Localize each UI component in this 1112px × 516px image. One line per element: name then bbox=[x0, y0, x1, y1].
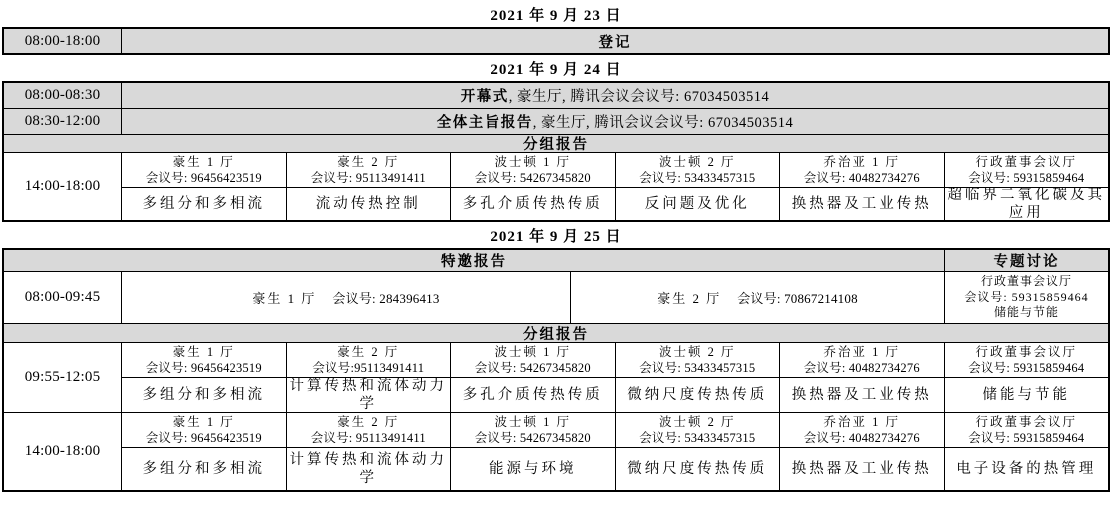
room-cell bbox=[615, 343, 780, 377]
session-cell bbox=[779, 188, 944, 220]
session-title: 微纳尺度传热传质 bbox=[627, 387, 768, 403]
room-name: 豪生 1 厅 bbox=[172, 415, 235, 429]
invited-talks-header: 特邀报告 bbox=[4, 250, 944, 271]
schedule-page bbox=[2, 0, 1110, 492]
session-title: 多组分和多相流 bbox=[142, 461, 265, 477]
invited-talks-row bbox=[4, 271, 1108, 323]
registration-row bbox=[4, 29, 1108, 53]
meeting-id: 会议号: 53433457315 bbox=[639, 171, 756, 185]
day2-breakout-block bbox=[4, 152, 1108, 220]
room-cell bbox=[450, 413, 615, 447]
topic-discussion-cell bbox=[944, 272, 1108, 323]
day3-table bbox=[2, 248, 1110, 492]
topic-discussion-header: 专题讨论 bbox=[944, 250, 1108, 271]
opening-ceremony-row bbox=[4, 83, 1108, 108]
room-cell bbox=[286, 153, 451, 187]
session-title: 微纳尺度传热传质 bbox=[627, 461, 768, 477]
time-cell: 08:30-12:00 bbox=[4, 109, 121, 134]
session-title: 换热器及工业传热 bbox=[791, 461, 932, 477]
invited-header-row bbox=[4, 250, 1108, 271]
room-name: 行政董事会议厅 bbox=[975, 155, 1077, 169]
meeting-id: 会议号: 40482734276 bbox=[803, 171, 920, 185]
date-title-sep23: 2021 年 9 月 23 日 bbox=[490, 7, 622, 24]
session-cell bbox=[615, 448, 780, 490]
event-detail: , 豪生厅, 腾讯会议会议号: 67034503514 bbox=[508, 89, 770, 105]
session-cell bbox=[450, 378, 615, 412]
room-name: 波士顿 1 厅 bbox=[494, 155, 571, 169]
session-title: 多孔介质传热传质 bbox=[462, 196, 603, 212]
plenary-row bbox=[4, 108, 1108, 134]
meeting-id: 会议号: 95113491411 bbox=[310, 171, 426, 185]
session-cell bbox=[615, 188, 780, 220]
room-name: 豪生 1 厅 bbox=[172, 345, 235, 359]
session-row bbox=[122, 187, 1108, 220]
room-name: 乔治亚 1 厅 bbox=[823, 415, 900, 429]
session-cell bbox=[779, 448, 944, 490]
meeting-id: 会议号: 284396413 bbox=[332, 291, 440, 306]
room-name: 豪生 2 厅 bbox=[337, 155, 400, 169]
room-header-row bbox=[122, 413, 1108, 447]
session-cell bbox=[122, 378, 286, 412]
session-title: 换热器及工业传热 bbox=[791, 387, 932, 403]
meeting-id: 会议号: 59315859464 bbox=[968, 361, 1085, 375]
room-cell bbox=[779, 153, 944, 187]
session-row bbox=[122, 377, 1108, 412]
breakout-header-row bbox=[4, 323, 1108, 342]
room-name: 波士顿 2 厅 bbox=[658, 415, 736, 429]
meeting-id: 会议号: 40482734276 bbox=[803, 361, 920, 375]
room-cell bbox=[779, 413, 944, 447]
room-name: 乔治亚 1 厅 bbox=[823, 345, 900, 359]
room-cell bbox=[122, 413, 286, 447]
session-cell bbox=[286, 448, 451, 490]
day3-afternoon-breakout-block bbox=[4, 412, 1108, 490]
meeting-id: 会议号:95113491411 bbox=[312, 361, 425, 375]
session-title: 储能与节能 bbox=[993, 305, 1059, 320]
meeting-id: 会议号: 59315859464 bbox=[968, 171, 1085, 185]
room-cell bbox=[122, 153, 286, 187]
time-cell: 14:00-18:00 bbox=[24, 443, 101, 459]
room-cell bbox=[122, 343, 286, 377]
meeting-id: 会议号: 70867214108 bbox=[737, 291, 858, 306]
room-cell bbox=[615, 413, 780, 447]
meeting-id: 会议号: 96456423519 bbox=[145, 431, 262, 445]
session-cell bbox=[944, 188, 1109, 220]
invited-hall2-cell bbox=[570, 272, 944, 323]
room-name: 波士顿 2 厅 bbox=[658, 345, 736, 359]
session-cell bbox=[944, 448, 1109, 490]
day1-table bbox=[2, 27, 1110, 55]
room-cell bbox=[450, 153, 615, 187]
date-title-sep24: 2021 年 9 月 24 日 bbox=[490, 61, 622, 78]
event-detail: , 豪生厅, 腾讯会议会议号: 67034503514 bbox=[532, 115, 794, 131]
room-name: 豪生 2 厅 bbox=[657, 291, 722, 306]
room-name: 行政董事会议厅 bbox=[975, 415, 1077, 429]
plenary-cell bbox=[121, 109, 1108, 134]
time-cell: 08:00-09:45 bbox=[24, 289, 101, 305]
session-cell bbox=[122, 448, 286, 490]
session-cell bbox=[944, 378, 1109, 412]
room-cell bbox=[944, 413, 1109, 447]
invited-hall1-cell bbox=[121, 272, 570, 323]
breakout-grid bbox=[121, 153, 1108, 220]
room-cell bbox=[286, 413, 451, 447]
session-cell bbox=[615, 378, 780, 412]
breakout-header-row bbox=[4, 134, 1108, 152]
session-title: 反问题及优化 bbox=[644, 196, 750, 212]
time-cell: 09:55-12:05 bbox=[24, 369, 101, 385]
room-name: 乔治亚 1 厅 bbox=[823, 155, 900, 169]
meeting-id: 会议号: 54267345820 bbox=[474, 361, 591, 375]
session-cell bbox=[779, 378, 944, 412]
session-cell bbox=[286, 188, 451, 220]
breakout-header: 分组报告 bbox=[4, 135, 1108, 152]
meeting-id: 会议号: 54267345820 bbox=[474, 171, 591, 185]
time-cell: 14:00-18:00 bbox=[24, 178, 101, 194]
day2-table bbox=[2, 81, 1110, 222]
breakout-header: 分组报告 bbox=[4, 324, 1108, 342]
session-row bbox=[122, 447, 1108, 490]
time-cell: 08:00-08:30 bbox=[4, 83, 121, 108]
session-title: 多孔介质传热传质 bbox=[462, 387, 603, 403]
room-name: 波士顿 1 厅 bbox=[494, 415, 571, 429]
room-header-row bbox=[122, 153, 1108, 187]
time-cell: 08:00-18:00 bbox=[4, 29, 121, 53]
room-cell bbox=[779, 343, 944, 377]
session-title: 多组分和多相流 bbox=[142, 387, 265, 403]
meeting-id: 会议号: 96456423519 bbox=[145, 171, 262, 185]
room-cell bbox=[615, 153, 780, 187]
session-title: 能源与环境 bbox=[489, 461, 577, 477]
meeting-id: 会议号: 54267345820 bbox=[474, 431, 591, 445]
session-cell bbox=[450, 188, 615, 220]
room-name: 豪生 1 厅 bbox=[252, 291, 317, 306]
meeting-id: 会议号: 53433457315 bbox=[639, 361, 756, 375]
meeting-id: 会议号: 40482734276 bbox=[803, 431, 920, 445]
room-name: 豪生 2 厅 bbox=[337, 345, 400, 359]
session-title: 超临界二氧化碳及其应用 bbox=[947, 188, 1105, 220]
event-title: 开幕式 bbox=[460, 89, 509, 105]
date-title-sep25: 2021 年 9 月 25 日 bbox=[490, 228, 622, 245]
room-name: 行政董事会议厅 bbox=[975, 345, 1077, 359]
meeting-id: 会议号: 53433457315 bbox=[639, 431, 756, 445]
session-title: 电子设备的热管理 bbox=[956, 461, 1097, 477]
breakout-grid bbox=[121, 343, 1108, 412]
room-header-row bbox=[122, 343, 1108, 377]
room-name: 波士顿 1 厅 bbox=[494, 345, 571, 359]
registration-label: 登记 bbox=[121, 29, 1108, 53]
room-cell bbox=[450, 343, 615, 377]
room-name: 行政董事会议厅 bbox=[980, 274, 1072, 289]
session-cell bbox=[122, 188, 286, 220]
session-title: 储能与节能 bbox=[982, 387, 1070, 403]
session-title: 计算传热和流体动力学 bbox=[289, 452, 447, 486]
meeting-id: 会议号: 96456423519 bbox=[145, 361, 262, 375]
room-name: 豪生 1 厅 bbox=[172, 155, 235, 169]
session-cell bbox=[286, 378, 451, 412]
session-title: 流动传热控制 bbox=[315, 196, 421, 212]
session-cell bbox=[450, 448, 615, 490]
session-title: 换热器及工业传热 bbox=[791, 196, 932, 212]
meeting-id: 会议号: 59315859464 bbox=[964, 289, 1089, 304]
meeting-id: 会议号: 59315859464 bbox=[968, 431, 1085, 445]
room-cell bbox=[944, 153, 1109, 187]
session-title: 多组分和多相流 bbox=[142, 196, 265, 212]
breakout-grid bbox=[121, 413, 1108, 490]
session-title: 计算传热和流体动力学 bbox=[289, 378, 447, 412]
meeting-id: 会议号: 95113491411 bbox=[310, 431, 426, 445]
room-name: 豪生 2 厅 bbox=[337, 415, 400, 429]
event-title: 全体主旨报告 bbox=[436, 115, 533, 131]
room-cell bbox=[944, 343, 1109, 377]
room-name: 波士顿 2 厅 bbox=[658, 155, 736, 169]
day3-morning-breakout-block bbox=[4, 342, 1108, 412]
opening-ceremony-cell bbox=[121, 83, 1108, 108]
room-cell bbox=[286, 343, 451, 377]
